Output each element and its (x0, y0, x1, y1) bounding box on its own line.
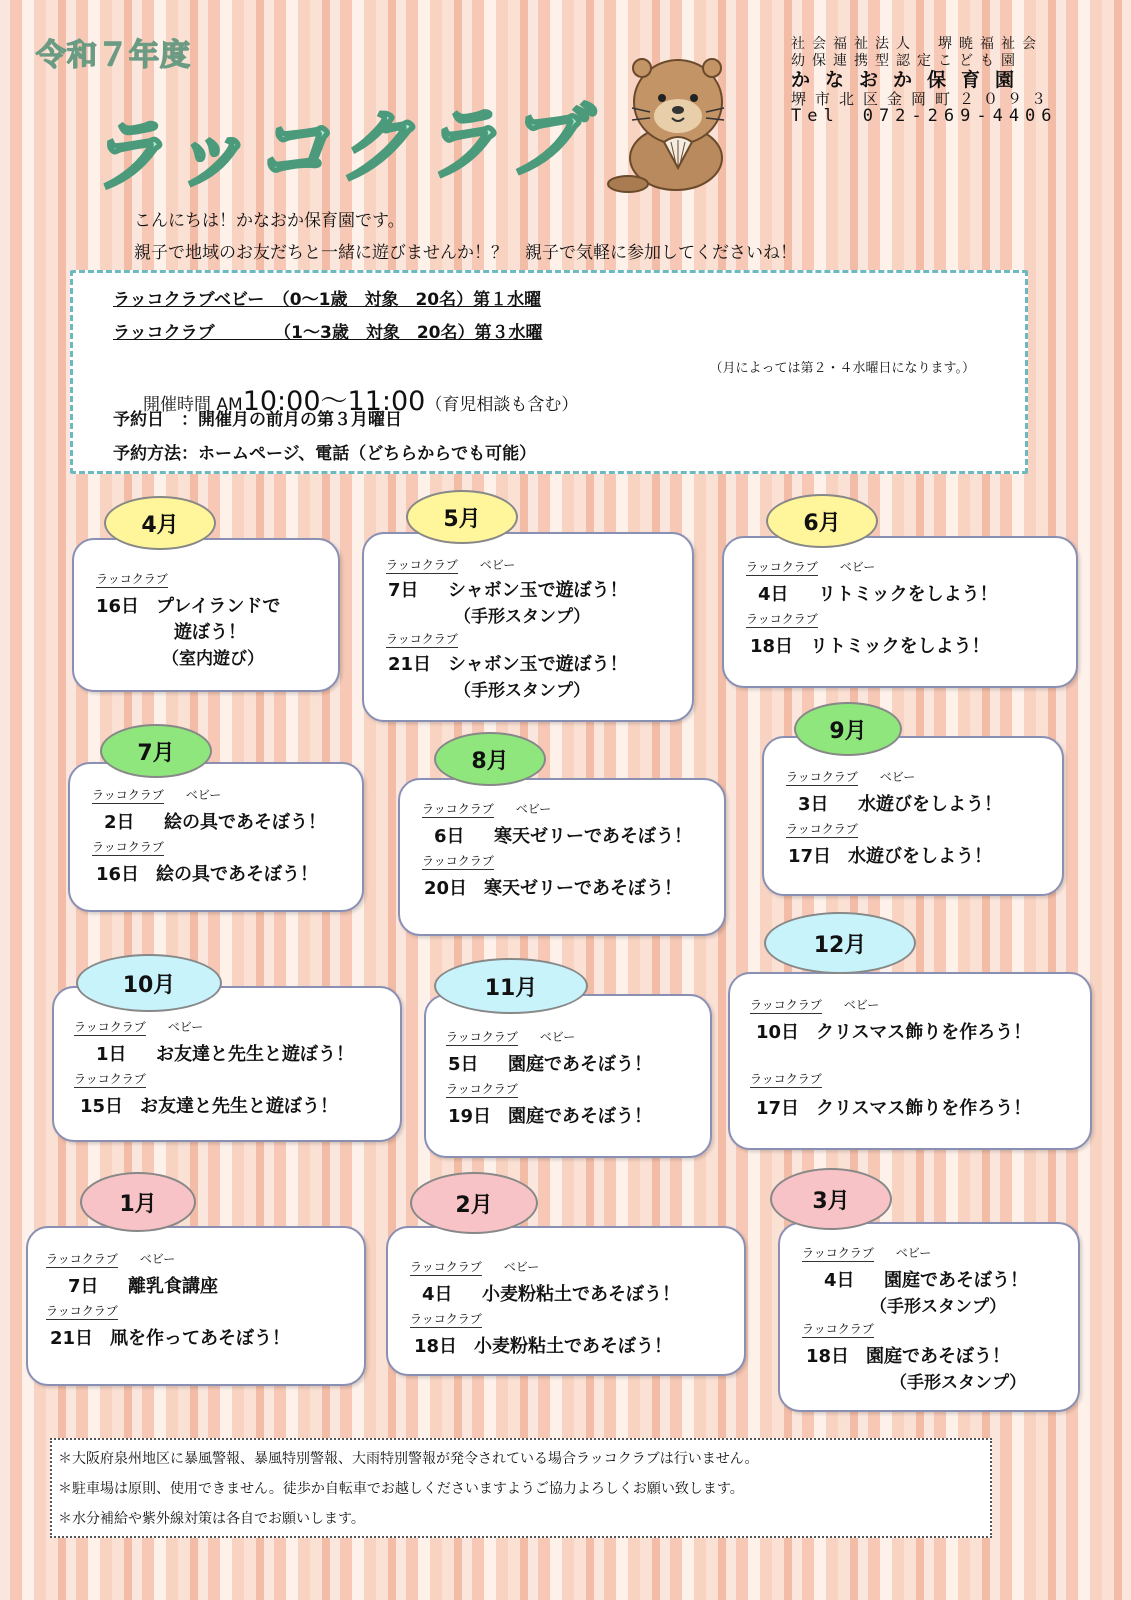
notice-hydration: ＊水分補給や紫外線対策は各自でお願いします。 (58, 1511, 365, 1527)
greeting-line-2: 親子で地域のお友だちと一緒に遊びませんか！？ 親子で気軽に参加してくださいね！ (134, 243, 797, 263)
month-card-dec (728, 972, 1092, 1150)
event-title: クリスマス飾りを作ろう！ (816, 1098, 1032, 1119)
class-type-label (746, 558, 875, 575)
reservation-day: 予約日 ：開催月の前月の第３月曜日 (113, 410, 402, 430)
event-title: 離乳食講座 (128, 1276, 218, 1297)
month-card-nov (424, 994, 712, 1158)
class-type-label (46, 1302, 118, 1319)
class-type-label (750, 996, 879, 1013)
class-type-label (96, 570, 168, 587)
event-title: 園庭であそぼう！ (884, 1270, 1028, 1291)
club-label: ラッコクラブ (46, 1304, 118, 1318)
event-entry (50, 1324, 290, 1350)
org-address: 堺市北区金岡町２０９３ (791, 90, 1056, 108)
class-type-label (386, 630, 458, 647)
class-type-label (446, 1080, 518, 1097)
event-date: 7日 (68, 1276, 99, 1297)
month-badge-jan: 1月 (80, 1172, 196, 1232)
event-date: 4日 (422, 1284, 453, 1305)
club-label: ラッコクラブ (786, 822, 858, 836)
org-name: かなおか保育園 (791, 69, 1030, 91)
class-type-label (422, 800, 551, 817)
event-title: シャボン玉で遊ぼう！ (448, 654, 628, 675)
event-entry (104, 808, 326, 834)
event-date: 18日 (750, 636, 794, 657)
club-label: ラッコクラブ (92, 840, 164, 854)
club-label: ラッコクラブ (746, 560, 818, 574)
event-title: クリスマス飾りを作ろう！ (816, 1022, 1032, 1043)
event-date: 1日 (96, 1044, 127, 1065)
event-title: 絵の具であそぼう！ (156, 864, 318, 885)
event-date: 18日 (414, 1336, 458, 1357)
event-title: 寒天ゼリーであそぼう！ (484, 878, 682, 899)
event-entry: （手形スタンプ） (454, 681, 591, 701)
month-badge-aug: 8月 (434, 732, 546, 786)
event-date: 3日 (798, 794, 829, 815)
event-date: 4日 (758, 584, 789, 605)
greeting-line-1: こんにちは！かなおか保育園です。 (134, 211, 405, 231)
event-entry (788, 842, 992, 868)
baby-label: ベビー (185, 788, 222, 802)
event-entry (806, 1342, 1010, 1368)
event-date: 5日 (448, 1054, 479, 1075)
event-date: 19日 (448, 1106, 492, 1127)
club-label: ラッコクラブ (74, 1072, 146, 1086)
event-entry (96, 592, 280, 618)
club-label: ラッコクラブ (746, 612, 818, 626)
org-phone: Tel 072-269-4406 (791, 106, 1058, 126)
event-title: プレイランドで (156, 596, 281, 617)
event-title: 水遊びをしよう！ (858, 794, 1002, 815)
month-card-aug (398, 778, 726, 936)
event-title: お友達と先生と遊ぼう！ (156, 1044, 354, 1065)
event-title: 園庭であそぼう！ (866, 1346, 1010, 1367)
event-entry (824, 1266, 1028, 1292)
page-title: ラッコクラブ (84, 95, 591, 203)
notice-parking: ＊駐車場は原則、使用できません。徒歩か自転車でお越しくださいますようご協力よろしくお願い致します。 (58, 1481, 744, 1497)
class-type-label (74, 1018, 203, 1035)
club-label: ラッコクラブ (386, 558, 458, 572)
month-card-oct (52, 986, 402, 1142)
event-date: 17日 (788, 846, 832, 867)
event-entry (756, 1018, 1031, 1044)
class-type-label (750, 1070, 822, 1087)
club-label: ラッコクラブ (750, 1072, 822, 1086)
club-label: ラッコクラブ (410, 1260, 482, 1274)
event-entry: （手形スタンプ） (870, 1297, 1007, 1317)
event-date: 16日 (96, 864, 140, 885)
baby-label: ベビー (879, 770, 916, 784)
baby-label: ベビー (167, 1020, 204, 1034)
event-date: 4日 (824, 1270, 855, 1291)
month-card-apr (72, 538, 340, 692)
class-type-label (802, 1244, 931, 1261)
event-entry (68, 1272, 218, 1298)
baby-label: ベビー (515, 802, 552, 816)
event-entry (414, 1332, 672, 1358)
club-label: ラッコクラブ (802, 1322, 874, 1336)
class-type-label (802, 1320, 874, 1337)
event-entry (388, 576, 628, 602)
club-label: ラッコクラブ (46, 1252, 118, 1266)
event-entry: 遊ぼう！ (174, 622, 246, 643)
baby-label: ベビー (895, 1246, 932, 1260)
month-badge-sep: 9月 (794, 702, 902, 756)
event-entry (756, 1094, 1031, 1120)
event-entry: （手形スタンプ） (890, 1373, 1027, 1393)
notice-weather: ＊大阪府泉州地区に暴風警報、暴風特別警報、大雨特別警報が発令されている場合ラッコクラブは行いません。 (58, 1451, 759, 1467)
baby-class-info: ラッコクラブベビー （0～1歳 対象 20名）第１水曜 (113, 290, 542, 310)
club-class-info: ラッコクラブ （1～3歳 対象 20名）第３水曜 (113, 323, 543, 343)
event-date: 10日 (756, 1022, 800, 1043)
event-entry (96, 860, 318, 886)
event-title: 小麦粉粘土であそぼう！ (482, 1284, 680, 1305)
club-label: ラッコクラブ (74, 1020, 146, 1034)
schedule-note: （月によっては第２・４水曜日になります。） (709, 361, 975, 376)
month-card-mar (778, 1222, 1080, 1412)
event-date: 21日 (50, 1328, 94, 1349)
class-type-label (410, 1258, 539, 1275)
event-title: 凧を作ってあそぼう！ (110, 1328, 290, 1349)
class-type-label (786, 768, 915, 785)
schedule-info-box (70, 270, 1028, 474)
notice-box (50, 1438, 992, 1538)
event-date: 18日 (806, 1346, 850, 1367)
class-type-label (410, 1310, 482, 1327)
event-title: 園庭であそぼう！ (508, 1106, 652, 1127)
month-badge-apr: 4月 (104, 496, 216, 550)
month-badge-oct: 10月 (76, 954, 222, 1012)
event-title: 園庭であそぼう！ (508, 1054, 652, 1075)
event-entry (388, 650, 628, 676)
month-card-may (362, 532, 694, 722)
event-title: 絵の具であそぼう！ (164, 812, 326, 833)
club-label: ラッコクラブ (96, 572, 168, 586)
event-title: 小麦粉粘土であそぼう！ (474, 1336, 672, 1357)
event-entry (422, 1280, 680, 1306)
class-type-label (422, 852, 494, 869)
org-corporation: 社会福祉法人 堺暁福祉会 (791, 36, 1043, 52)
baby-label: ベビー (539, 1030, 576, 1044)
event-entry (758, 580, 998, 606)
class-type-label (74, 1070, 146, 1087)
club-label: ラッコクラブ (422, 802, 494, 816)
baby-label: ベビー (503, 1260, 540, 1274)
event-entry: （手形スタンプ） (454, 607, 591, 627)
organization-block (791, 36, 1061, 125)
month-card-jan (26, 1226, 366, 1386)
event-date: 7日 (388, 580, 419, 601)
event-title: リトミックをしよう！ (810, 636, 990, 657)
org-type: 幼保連携型認定こども園 (791, 53, 1022, 69)
month-card-sep (762, 736, 1064, 896)
year-label: 令和７年度 (36, 38, 191, 73)
baby-label: ベビー (839, 560, 876, 574)
event-title: 寒天ゼリーであそぼう！ (494, 826, 692, 847)
class-type-label (46, 1250, 175, 1267)
month-badge-dec: 12月 (764, 912, 916, 974)
baby-label: ベビー (479, 558, 516, 572)
month-badge-feb: 2月 (410, 1172, 538, 1234)
event-entry (448, 1050, 652, 1076)
class-type-label (786, 820, 858, 837)
event-title: 水遊びをしよう！ (848, 846, 992, 867)
month-card-feb (386, 1226, 746, 1376)
month-badge-may: 5月 (406, 490, 518, 544)
class-type-label (92, 838, 164, 855)
event-date: 15日 (80, 1096, 124, 1117)
event-date: 6日 (434, 826, 465, 847)
club-label: ラッコクラブ (750, 998, 822, 1012)
reservation-method: 予約方法：ホームページ、電話（どちらからでも可能） (113, 444, 537, 464)
baby-label: ベビー (139, 1252, 176, 1266)
otter-mascot-illustration (606, 46, 746, 196)
event-entry (750, 632, 990, 658)
session-time: 開催時間 AM10:00～11:00（育児相談も含む） (143, 386, 579, 417)
event-entry (424, 874, 682, 900)
club-label: ラッコクラブ (422, 854, 494, 868)
month-badge-mar: 3月 (770, 1168, 892, 1230)
month-badge-jul: 7月 (100, 724, 212, 778)
event-date: 2日 (104, 812, 135, 833)
event-entry (96, 1040, 354, 1066)
club-label: ラッコクラブ (786, 770, 858, 784)
event-date: 20日 (424, 878, 468, 899)
class-type-label (446, 1028, 575, 1045)
event-title: リトミックをしよう！ (818, 584, 998, 605)
event-entry (448, 1102, 652, 1128)
month-badge-jun: 6月 (766, 494, 878, 548)
event-date: 16日 (96, 596, 140, 617)
event-entry: （室内遊び） (162, 649, 264, 669)
club-label: ラッコクラブ (410, 1312, 482, 1326)
event-date: 17日 (756, 1098, 800, 1119)
club-label: ラッコクラブ (386, 632, 458, 646)
month-card-jul (68, 762, 364, 912)
event-entry (434, 822, 692, 848)
event-entry (80, 1092, 338, 1118)
class-type-label (746, 610, 818, 627)
month-badge-nov: 11月 (434, 958, 588, 1014)
event-title: お友達と先生と遊ぼう！ (140, 1096, 338, 1117)
event-entry (798, 790, 1002, 816)
event-title: シャボン玉で遊ぼう！ (448, 580, 628, 601)
class-type-label (92, 786, 221, 803)
club-label: ラッコクラブ (802, 1246, 874, 1260)
club-label: ラッコクラブ (446, 1082, 518, 1096)
event-date: 21日 (388, 654, 432, 675)
class-type-label (386, 556, 515, 573)
baby-label: ベビー (843, 998, 880, 1012)
month-card-jun (722, 536, 1078, 688)
club-label: ラッコクラブ (92, 788, 164, 802)
club-label: ラッコクラブ (446, 1030, 518, 1044)
